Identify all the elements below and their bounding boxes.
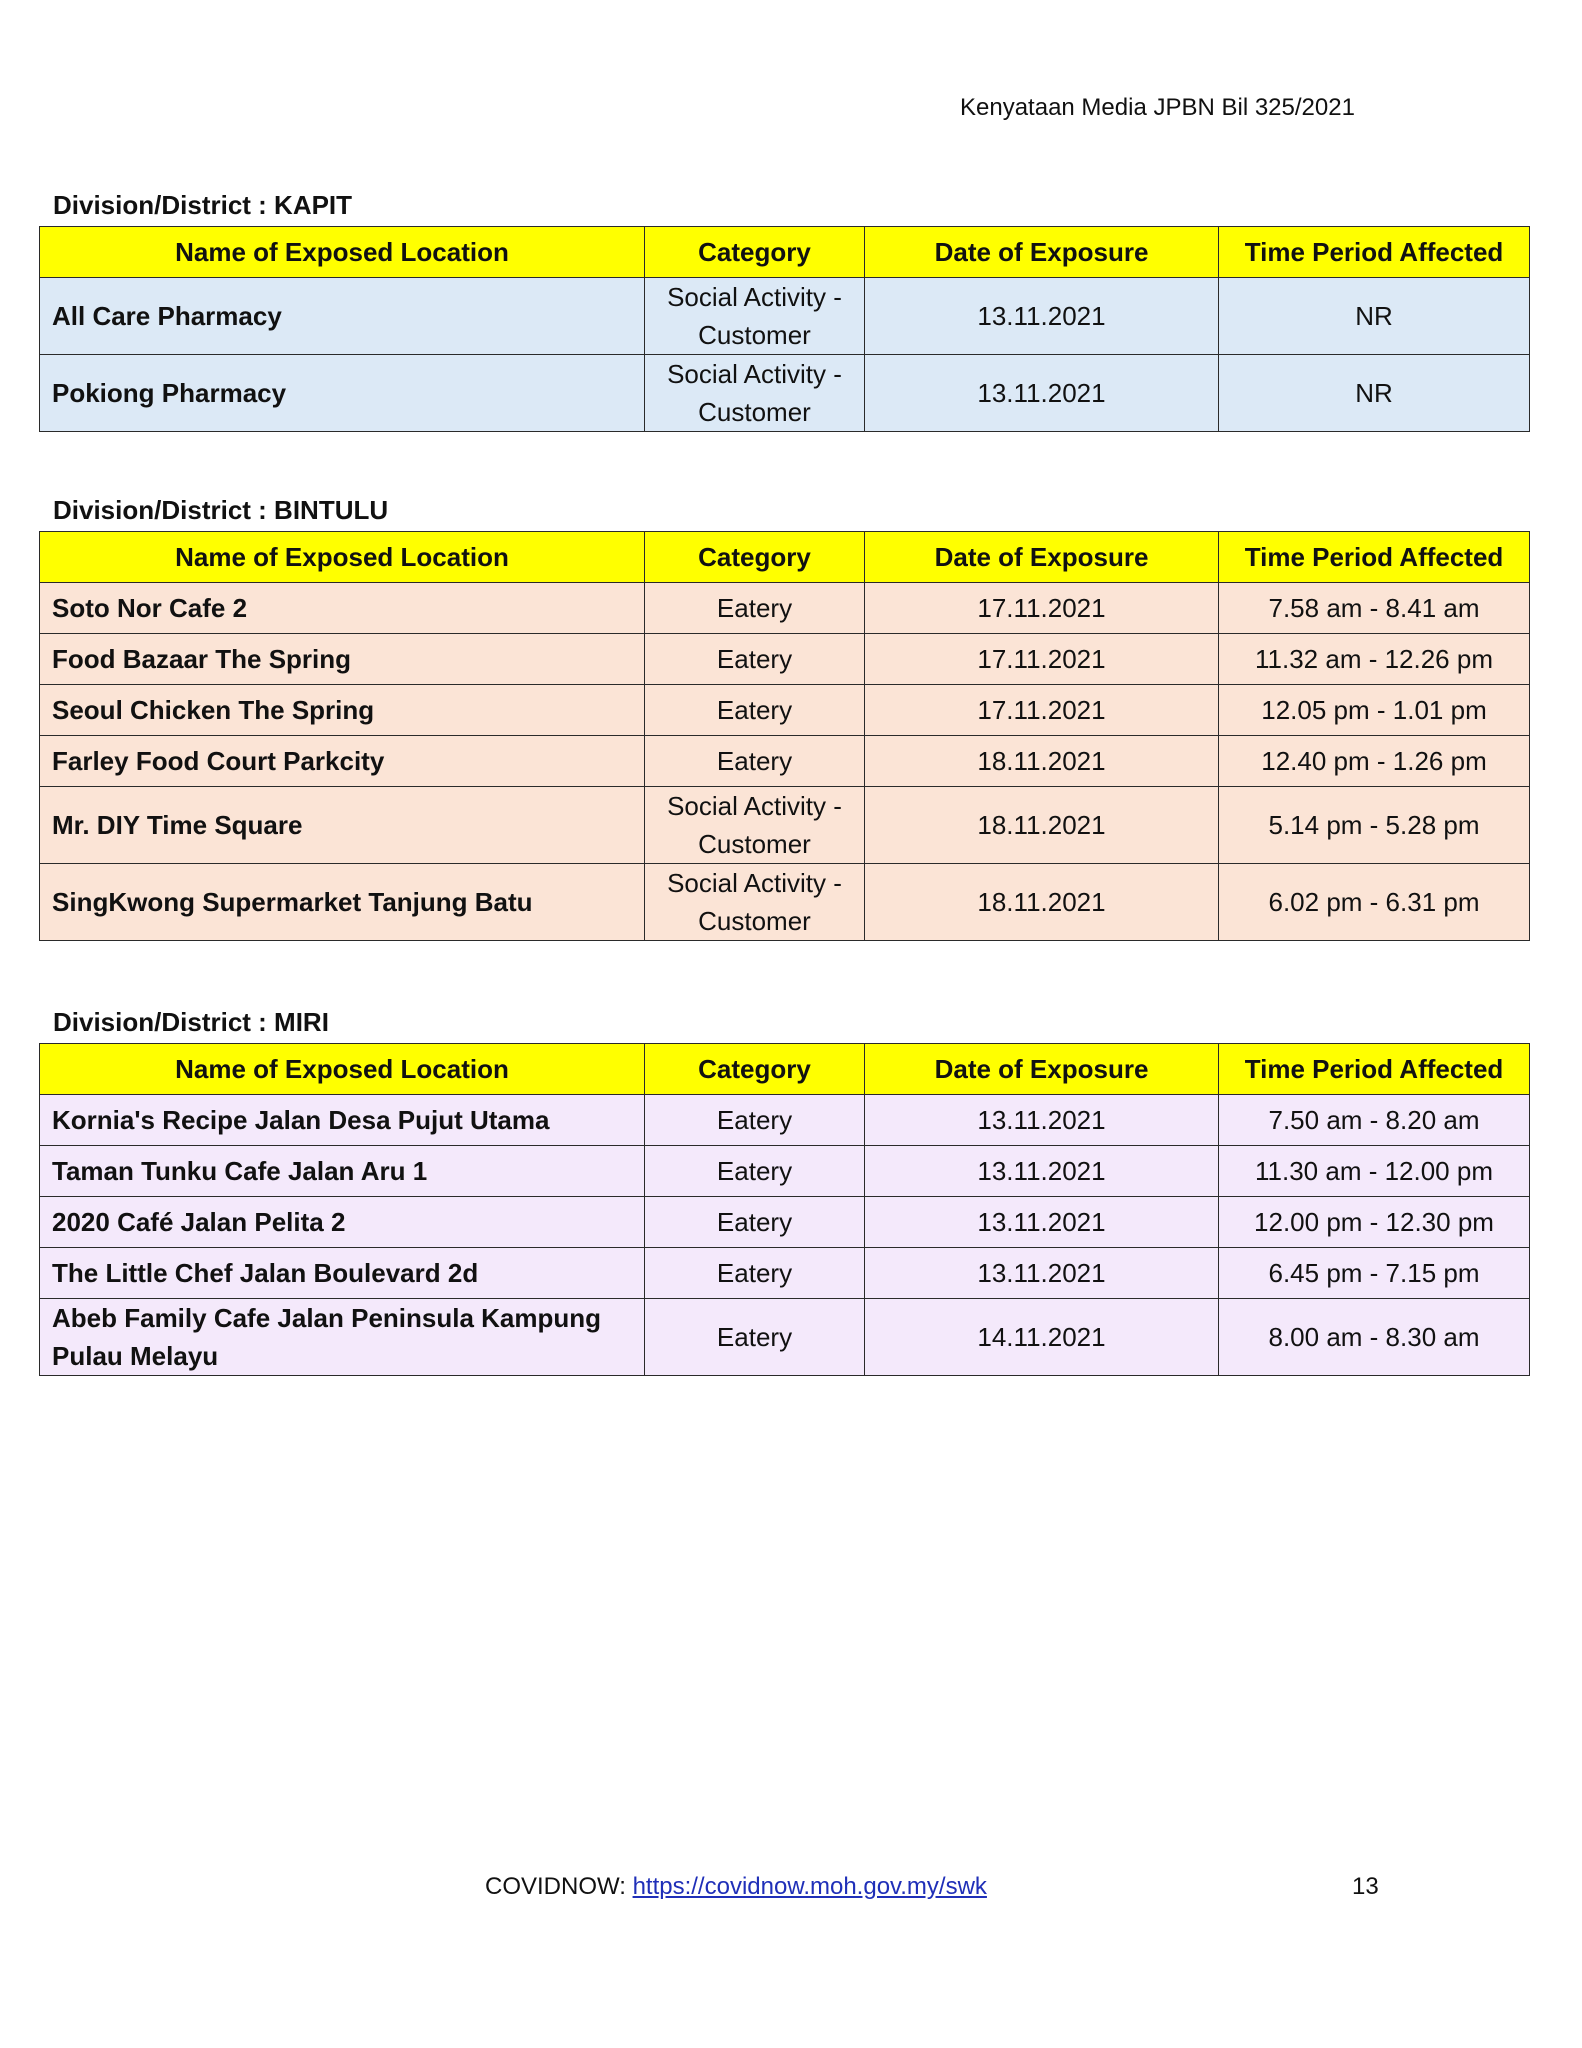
location-cell: SingKwong Supermarket Tanjung Batu [40, 864, 645, 941]
table-row [40, 1095, 1530, 1146]
section-bintulu [39, 489, 1529, 941]
exposure-table [39, 226, 1530, 432]
table-row [40, 634, 1530, 685]
category-cell: Eatery [645, 736, 865, 787]
section-kapit [39, 184, 1529, 432]
category-cell: Eatery [645, 1248, 865, 1299]
column-header-time: Time Period Affected [1219, 1044, 1530, 1095]
location-cell: Seoul Chicken The Spring [40, 685, 645, 736]
time-cell: NR [1219, 355, 1530, 432]
table-header-row [40, 227, 1530, 278]
column-header-date: Date of Exposure [865, 532, 1219, 583]
location-cell: Farley Food Court Parkcity [40, 736, 645, 787]
category-cell: Social Activity - Customer [645, 355, 865, 432]
table-row [40, 1299, 1530, 1376]
category-cell: Eatery [645, 1095, 865, 1146]
time-cell: 5.14 pm - 5.28 pm [1219, 787, 1530, 864]
table-row [40, 1197, 1530, 1248]
date-cell: 18.11.2021 [865, 787, 1219, 864]
location-cell: Abeb Family Cafe Jalan Peninsula Kampung Pulau Melayu [40, 1299, 645, 1376]
column-header-time: Time Period Affected [1219, 227, 1530, 278]
category-cell: Social Activity - Customer [645, 864, 865, 941]
section-miri [39, 1001, 1529, 1376]
table-row [40, 278, 1530, 355]
date-cell: 17.11.2021 [865, 634, 1219, 685]
table-header-row [40, 532, 1530, 583]
document-reference: Kenyataan Media JPBN Bil 325/2021 [960, 94, 1355, 121]
page-number: 13 [1352, 1873, 1379, 1900]
section-title: Division/District : KAPIT [53, 190, 353, 220]
location-cell: Taman Tunku Cafe Jalan Aru 1 [40, 1146, 645, 1197]
date-cell: 13.11.2021 [865, 278, 1219, 355]
time-cell: 12.05 pm - 1.01 pm [1219, 685, 1530, 736]
column-header-time: Time Period Affected [1219, 532, 1530, 583]
footer-label: COVIDNOW: [485, 1873, 633, 1900]
time-cell: 12.40 pm - 1.26 pm [1219, 736, 1530, 787]
column-header-location: Name of Exposed Location [40, 532, 645, 583]
column-header-location: Name of Exposed Location [40, 1044, 645, 1095]
location-cell: Soto Nor Cafe 2 [40, 583, 645, 634]
date-cell: 17.11.2021 [865, 583, 1219, 634]
table-row [40, 1248, 1530, 1299]
date-cell: 13.11.2021 [865, 1095, 1219, 1146]
time-cell: 11.32 am - 12.26 pm [1219, 634, 1530, 685]
category-cell: Social Activity - Customer [645, 787, 865, 864]
table-row [40, 583, 1530, 634]
category-cell: Eatery [645, 1146, 865, 1197]
category-cell: Eatery [645, 1197, 865, 1248]
column-header-category: Category [645, 1044, 865, 1095]
section-title: Division/District : MIRI [53, 1007, 329, 1037]
time-cell: 12.00 pm - 12.30 pm [1219, 1197, 1530, 1248]
category-cell: Eatery [645, 634, 865, 685]
date-cell: 13.11.2021 [865, 1248, 1219, 1299]
date-cell: 13.11.2021 [865, 1197, 1219, 1248]
table-row [40, 685, 1530, 736]
date-cell: 13.11.2021 [865, 1146, 1219, 1197]
table-row [40, 787, 1530, 864]
table-header-row [40, 1044, 1530, 1095]
table-row [40, 1146, 1530, 1197]
time-cell: 11.30 am - 12.00 pm [1219, 1146, 1530, 1197]
column-header-date: Date of Exposure [865, 1044, 1219, 1095]
exposure-table [39, 531, 1530, 941]
location-cell: The Little Chef Jalan Boulevard 2d [40, 1248, 645, 1299]
category-cell: Eatery [645, 685, 865, 736]
exposure-table [39, 1043, 1530, 1376]
column-header-category: Category [645, 227, 865, 278]
date-cell: 18.11.2021 [865, 864, 1219, 941]
table-row [40, 864, 1530, 941]
category-cell: Eatery [645, 1299, 865, 1376]
time-cell: 7.58 am - 8.41 am [1219, 583, 1530, 634]
footer [485, 1873, 987, 1901]
time-cell: 6.02 pm - 6.31 pm [1219, 864, 1530, 941]
table-row [40, 736, 1530, 787]
location-cell: Mr. DIY Time Square [40, 787, 645, 864]
time-cell: NR [1219, 278, 1530, 355]
covidnow-link[interactable]: https://covidnow.moh.gov.my/swk [632, 1873, 987, 1900]
time-cell: 6.45 pm - 7.15 pm [1219, 1248, 1530, 1299]
time-cell: 7.50 am - 8.20 am [1219, 1095, 1530, 1146]
location-cell: All Care Pharmacy [40, 278, 645, 355]
date-cell: 18.11.2021 [865, 736, 1219, 787]
column-header-date: Date of Exposure [865, 227, 1219, 278]
location-cell: Food Bazaar The Spring [40, 634, 645, 685]
date-cell: 17.11.2021 [865, 685, 1219, 736]
category-cell: Eatery [645, 583, 865, 634]
table-row [40, 355, 1530, 432]
location-cell: Pokiong Pharmacy [40, 355, 645, 432]
date-cell: 14.11.2021 [865, 1299, 1219, 1376]
date-cell: 13.11.2021 [865, 355, 1219, 432]
location-cell: 2020 Café Jalan Pelita 2 [40, 1197, 645, 1248]
time-cell: 8.00 am - 8.30 am [1219, 1299, 1530, 1376]
location-cell: Kornia's Recipe Jalan Desa Pujut Utama [40, 1095, 645, 1146]
section-title: Division/District : BINTULU [53, 495, 389, 525]
column-header-location: Name of Exposed Location [40, 227, 645, 278]
category-cell: Social Activity - Customer [645, 278, 865, 355]
column-header-category: Category [645, 532, 865, 583]
